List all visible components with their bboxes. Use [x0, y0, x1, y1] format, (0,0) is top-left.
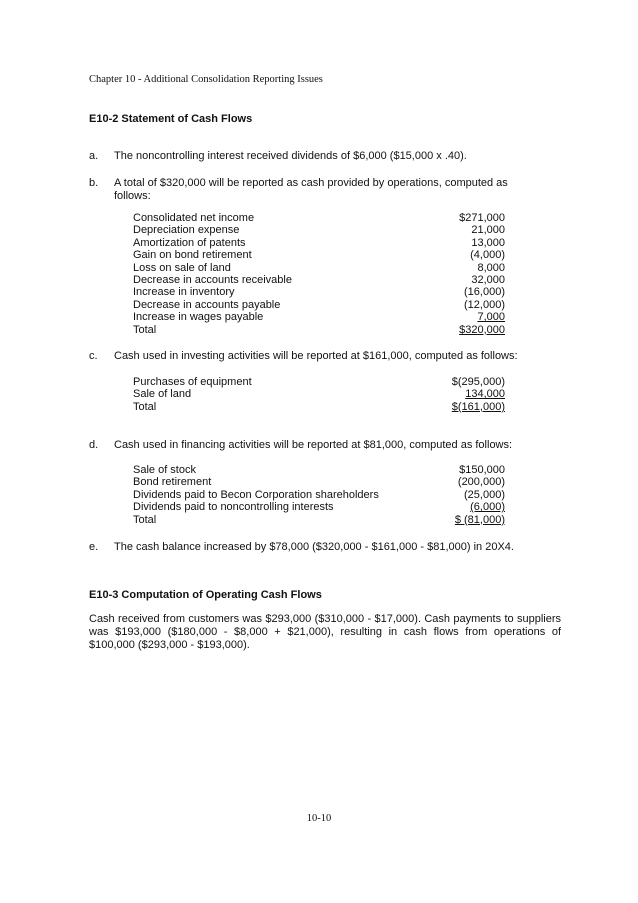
row-label: Sale of stock: [133, 464, 196, 476]
row-amount: 134,000: [465, 388, 505, 401]
row-amount: (4,000): [470, 249, 505, 262]
row-amount: $(295,000): [451, 376, 505, 388]
row-label: Amortization of patents: [133, 236, 246, 249]
row-amount: $ (81,000): [454, 513, 505, 526]
row-label: Decrease in accounts receivable: [133, 273, 292, 286]
row-amount: $150,000: [459, 464, 505, 476]
row-amount: $(161,000): [451, 400, 505, 413]
row-amount: 7,000: [477, 311, 505, 324]
row-label: Increase in wages payable: [133, 311, 264, 324]
row-label: Depreciation expense: [133, 224, 240, 237]
row-amount: 32,000: [471, 273, 505, 286]
row-amount: $320,000: [459, 323, 505, 336]
row-label: Bond retirement: [133, 476, 212, 489]
row-label: Loss on sale of land: [133, 261, 231, 274]
item-b-text: A total of $320,000 will be reported as cash provided by operations, computed as follows:: [114, 177, 508, 202]
row-amount: 21,000: [471, 224, 505, 237]
row-label: Dividends paid to noncontrolling interests: [133, 501, 334, 514]
row-label: Dividends paid to Becon Corporation shareholders: [133, 488, 379, 501]
row-label: Total: [133, 323, 157, 336]
item-a-text: The noncontrolling interest received dividends of $6,000 ($15,000 x .40).: [114, 150, 467, 162]
row-amount: (16,000): [464, 286, 505, 299]
row-label: Total: [133, 513, 157, 526]
e10-2-title: E10-2 Statement of Cash Flows: [89, 113, 253, 125]
row-amount: $271,000: [459, 212, 505, 224]
row-label: Decrease in accounts payable: [133, 298, 281, 311]
row-label: Total: [133, 400, 157, 413]
row-label: Purchases of equipment: [133, 376, 252, 388]
page-number: 10-10: [306, 813, 332, 824]
e10-3-title: E10-3 Computation of Operating Cash Flows: [89, 589, 322, 601]
item-b-letter: b.: [89, 177, 99, 189]
row-amount: 8,000: [477, 261, 505, 274]
item-d-letter: d.: [89, 439, 99, 451]
item-c-letter: c.: [89, 350, 98, 362]
item-e-text: The cash balance increased by $78,000 ($320,000 - $161,000 - $81,000) in 20X4.: [114, 541, 514, 553]
item-e-letter: e.: [89, 541, 99, 553]
row-amount: (6,000): [470, 501, 505, 514]
item-a-letter: a.: [89, 150, 99, 162]
item-d-text: Cash used in financing activities will be reported at $81,000, computed as follows:: [114, 439, 513, 451]
e10-3-paragraph: Cash received from customers was $293,000 ($310,000 - $17,000). Cash payments to suppliers was $193,000 ($180,000 - $8,000 + $21,000), resulting in cash flows from operations of $100,000 ($293,000 - $193,000).: [89, 613, 561, 651]
item-c-text: Cash used in investing activities will be reported at $161,000, computed as follows:: [114, 350, 518, 362]
row-amount: (200,000): [457, 476, 505, 489]
chapter-header: Chapter 10 - Additional Consolidation Reporting Issues: [89, 74, 323, 85]
row-label: Sale of land: [133, 388, 192, 401]
row-amount: (12,000): [464, 298, 505, 311]
row-label: Increase in inventory: [133, 286, 235, 299]
row-amount: (25,000): [464, 488, 505, 501]
row-label: Gain on bond retirement: [133, 249, 252, 262]
row-amount: 13,000: [471, 236, 505, 249]
row-label: Consolidated net income: [133, 212, 255, 224]
